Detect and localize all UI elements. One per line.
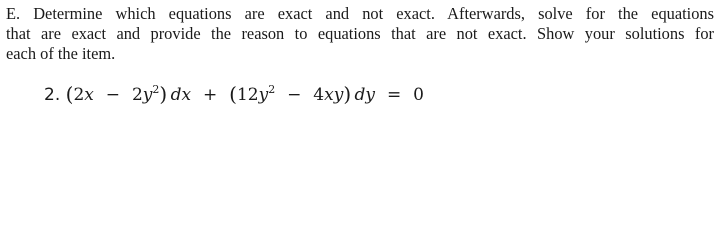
problem-number: 2. <box>44 85 61 105</box>
problem-item <box>44 82 424 107</box>
instructions-paragraph <box>6 4 714 64</box>
instructions-line-1: E. Determine which equations are exact and not exact. Afterwards, solve for the equations <box>6 4 714 23</box>
instructions-line-2: that are exact and provide the reason to equations that are not exact. Show your solutions for <box>6 24 714 43</box>
problem-equation: (2x − $2y^2$) dx + ($12y^2$ − 4xy) dy = 0 <box>65 82 424 106</box>
instructions-line-3: each of the item. <box>6 44 116 63</box>
